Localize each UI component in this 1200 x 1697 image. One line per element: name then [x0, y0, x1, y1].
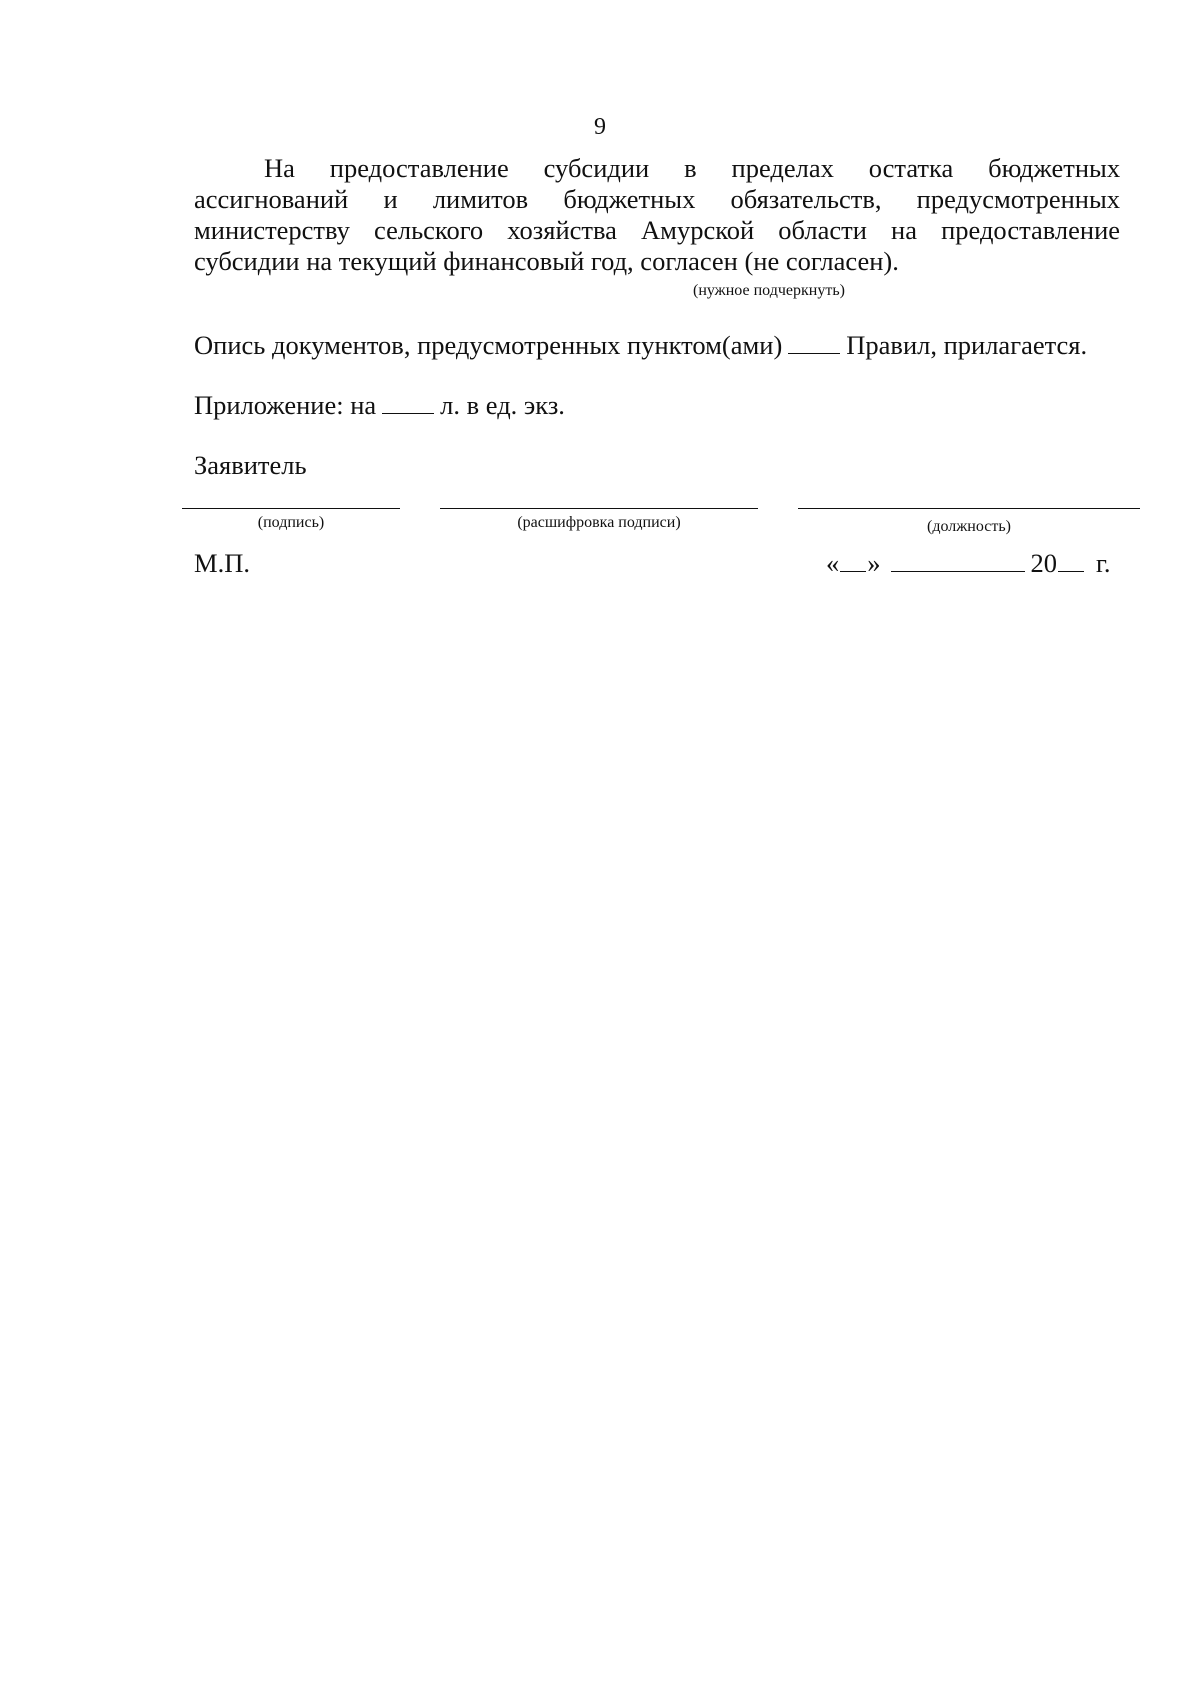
word: министерству — [194, 215, 350, 245]
documents-inventory-line — [194, 330, 1087, 361]
open-quote: « — [826, 548, 840, 578]
word: остатка — [868, 153, 954, 183]
month-blank[interactable] — [891, 570, 1025, 572]
word: лимитов — [432, 184, 529, 214]
sheet-count-blank[interactable] — [382, 412, 434, 414]
position-caption: (должность) — [927, 518, 1011, 535]
day-blank[interactable] — [840, 570, 866, 572]
inventory-prefix: Опись документов, предусмотренных пунктом(ами) — [194, 330, 783, 360]
stamp-label: М.П. — [194, 548, 250, 578]
word: в — [684, 153, 697, 183]
word: предоставление — [329, 153, 509, 183]
word: пределах — [731, 153, 834, 183]
word: бюджетных — [988, 153, 1121, 183]
word: области — [778, 215, 867, 245]
consent-paragraph — [194, 153, 1120, 277]
close-quote: » — [867, 548, 881, 578]
word: и — [383, 184, 398, 214]
word: сельского — [374, 215, 484, 245]
signature-line[interactable] — [182, 508, 400, 509]
word: на — [891, 215, 917, 245]
date-line — [826, 548, 1111, 579]
word: На — [264, 153, 295, 183]
consent-line-2 — [194, 184, 1120, 215]
word: хозяйства — [507, 215, 617, 245]
word: предоставление — [941, 215, 1121, 245]
applicant-label: Заявитель — [194, 450, 307, 480]
signature-decryption-caption: (расшифровка подписи) — [517, 514, 681, 531]
attachment-prefix: Приложение: на — [194, 390, 377, 420]
word: Амурской — [641, 215, 755, 245]
signature-decryption-line[interactable] — [440, 508, 758, 509]
clause-number-blank[interactable] — [788, 352, 840, 354]
year-blank[interactable] — [1058, 570, 1084, 572]
consent-line-1 — [194, 153, 1120, 184]
year-prefix: 20 — [1030, 548, 1057, 578]
word: субсидии — [543, 153, 650, 183]
position-line[interactable] — [798, 508, 1140, 509]
word: обязательств, — [730, 184, 882, 214]
word: предусмотренных — [916, 184, 1120, 214]
consent-line-3 — [194, 215, 1120, 246]
attachment-line — [194, 390, 565, 421]
underline-note: (нужное подчеркнуть) — [693, 282, 845, 299]
year-suffix: г. — [1096, 548, 1111, 578]
signature-caption: (подпись) — [257, 514, 325, 531]
page-number: 9 — [594, 114, 606, 140]
word: ассигнований — [194, 184, 349, 214]
inventory-suffix: Правил, прилагается. — [846, 330, 1088, 360]
consent-line-4: субсидии на текущий финансовый год, согласен (не согласен). — [194, 246, 899, 276]
attachment-suffix: л. в ед. экз. — [440, 390, 565, 420]
word: бюджетных — [563, 184, 696, 214]
